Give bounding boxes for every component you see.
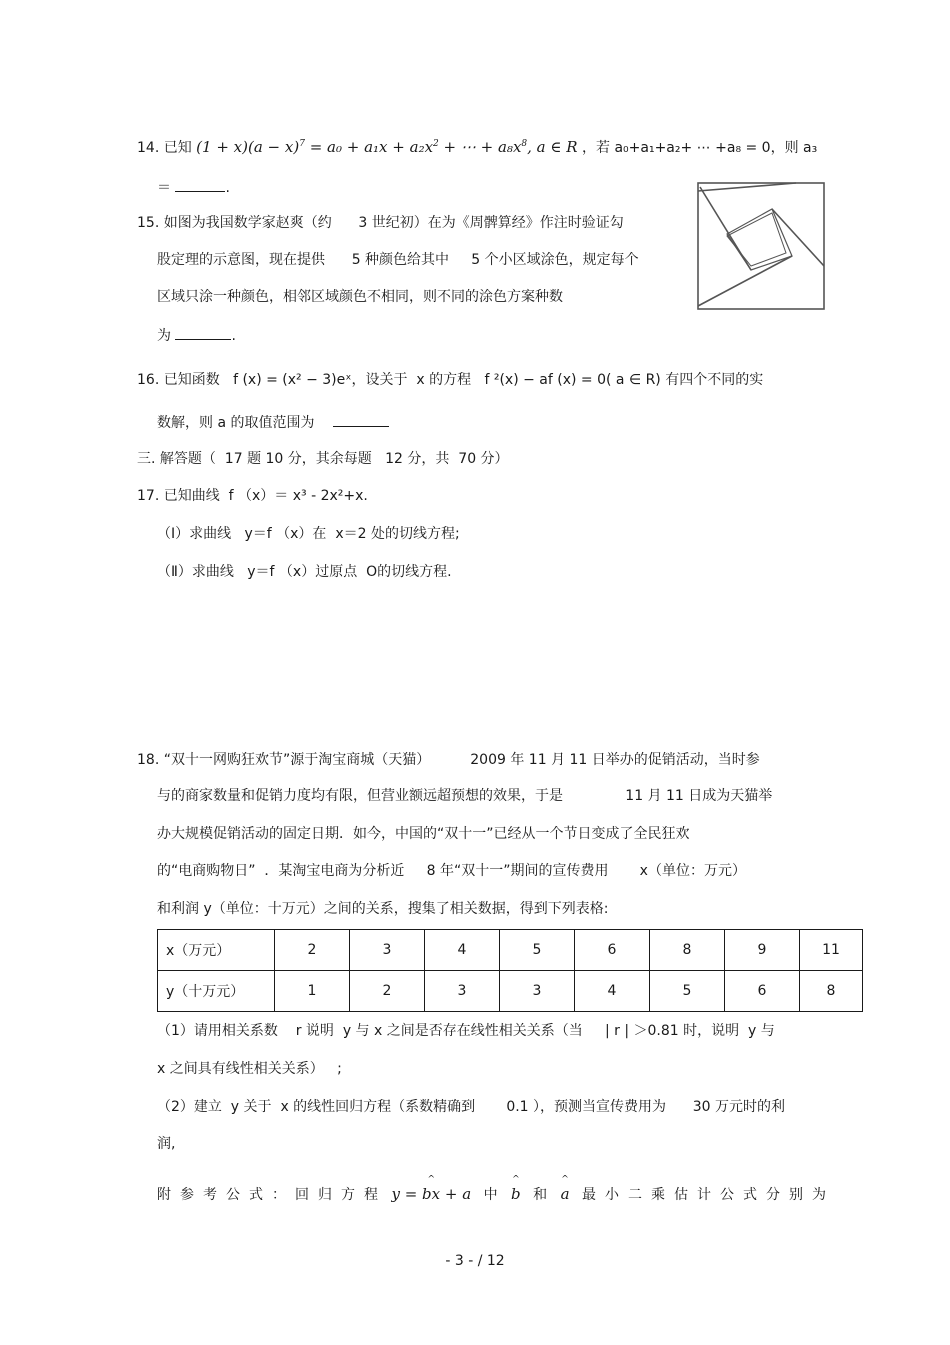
q18-line5 [157, 899, 608, 919]
q18-ref-a: ^ a [561, 1184, 570, 1204]
table-cell: 8 [650, 930, 725, 971]
q15-text1: 如图为我国数学家赵爽（约 3 世纪初）在为《周髀算经》作注时验证勾 [163, 215, 624, 231]
q17-number: 17. [137, 488, 160, 504]
q18-line4 [157, 861, 746, 881]
q17-text1: 已知曲线 f （x）＝ x³ - 2x²+x. [163, 488, 368, 504]
q18-text3: 办大规模促销活动的固定日期．如今，中国的“双十一”已经从一个节日变成了全民狂欢 [157, 826, 690, 842]
q18-ref-tail: 最小二乘估计公式分别为 [581, 1187, 835, 1203]
q15-text2: 股定理的示意图，现在提供 5 种颜色给其中 5 个小区域涂色，规定每个 [157, 252, 639, 268]
q15-line4 [157, 325, 236, 346]
q15-answer-blank[interactable] [175, 325, 231, 340]
section3-heading [137, 449, 509, 469]
table-row-y [158, 971, 863, 1012]
data-table [157, 929, 863, 1012]
q16-text1: 已知函数 f (x) = (x² − 3)eˣ，设关于 x 的方程 f ²(x) − af (x) = 0( a ∈ R) 有四个不同的实 [163, 372, 764, 388]
q14-number: 14. [137, 140, 160, 156]
q18-sub2-line2 [157, 1134, 175, 1154]
q15-line2 [157, 250, 639, 270]
q17-line1 [137, 486, 368, 506]
q18-ref-mid2: 和 [533, 1187, 557, 1203]
q14-condition: ，若 a₀+a₁+a₂+ ⋯ +a₈ = 0，则 a₃ [582, 140, 818, 156]
q14-line1 [137, 137, 817, 158]
q15-number: 15. [137, 215, 160, 231]
q18-sub2-text1: （2）建立 y 关于 x 的线性回归方程（系数精确到 0.1 ），预测当宣传费用为 30 万元时的利 [157, 1099, 786, 1115]
table-cell: 3 [350, 930, 425, 971]
table-cell: 11 [800, 930, 863, 971]
zhao-shuang-diagram [697, 182, 825, 310]
table-cell: 2 [275, 930, 350, 971]
table-cell: 6 [725, 971, 800, 1012]
table-cell: 5 [500, 930, 575, 971]
q17-part2-text: （Ⅱ）求曲线 y＝f （x）过原点 O的切线方程. [157, 564, 452, 580]
q18-reference-line [157, 1184, 835, 1205]
q17-part1 [157, 524, 460, 544]
q18-ref-lead: 附参考公式：回归方程 [157, 1187, 387, 1203]
q18-line2 [157, 786, 772, 806]
q18-line3 [157, 824, 690, 844]
table-cell: 5 [650, 971, 725, 1012]
q14-formula: $(1 + x)(a - x)^7 = a_0 + a_1x + a_2x^2$ + ⋯ + $a_8x^8$, a ∈ R [196, 138, 578, 156]
q18-number: 18. [137, 752, 160, 768]
q14-period: . [225, 180, 230, 196]
q18-sub1-text1: （1）请用相关系数 r 说明 y 与 x 之间是否存在线性相关关系（当 | r | ＞0.81 时，说明 y 与 [157, 1023, 775, 1039]
q18-text1: “双十一网购狂欢节”源于淘宝商城（天猫） 2009 年 11 月 11 日举办的促销活动，当时参 [163, 752, 760, 768]
q18-sub2-text2: 润, [157, 1136, 176, 1152]
table-cell: 8 [800, 971, 863, 1012]
table-cell: 6 [575, 930, 650, 971]
table-cell: 9 [725, 930, 800, 971]
q18-line1 [137, 750, 760, 770]
table-cell: 2 [350, 971, 425, 1012]
q15-period: . [231, 328, 236, 344]
q18-sub1-line2 [157, 1059, 342, 1079]
q16-text2: 数解，则 a 的取值范围为 [157, 415, 315, 431]
table-cell: 4 [425, 930, 500, 971]
q18-text4: 的“电商购物日” ．某淘宝电商为分析近 8 年“双十一”期间的宣传费用 x（单位：万元） [157, 863, 746, 879]
table-cell: 3 [500, 971, 575, 1012]
q14-lead: 已知 [163, 140, 192, 156]
table-cell: 3 [425, 971, 500, 1012]
q14-answer-blank[interactable] [175, 177, 225, 192]
q16-number: 16. [137, 372, 160, 388]
q18-ref-mid1: 中 [483, 1187, 507, 1203]
triangle-edge-right [772, 209, 824, 266]
q17-part2 [157, 562, 452, 582]
triangle-edge-top [698, 183, 796, 191]
q15-text3: 区域只涂一种颜色，相邻区域颜色不相同，则不同的涂色方案种数 [157, 289, 563, 305]
q18-ref-formula: ^ y = bx + a [391, 1184, 471, 1204]
q18-sub1-text2: x 之间具有线性相关关系） ; [157, 1061, 342, 1077]
q16-line1 [137, 370, 763, 390]
q18-text5: 和利润 y（单位：十万元）之间的关系，搜集了相关数据，得到下列表格: [157, 901, 609, 917]
page-number: - 3 - / 12 [445, 1253, 505, 1269]
q16-answer-blank[interactable] [333, 412, 389, 427]
q18-sub2-line1 [157, 1097, 785, 1117]
q17-part1-text: （Ⅰ）求曲线 y＝f （x）在 x＝2 处的切线方程; [157, 526, 460, 542]
q18-ref-b: ^ b [511, 1184, 521, 1204]
q14-line2 [157, 177, 230, 198]
q18-sub1-line1 [157, 1021, 775, 1041]
q14-equals: ＝ [157, 180, 171, 196]
triangle-edge-bottom [698, 256, 792, 306]
table-cell: 1 [275, 971, 350, 1012]
q18-text2: 与的商家数量和促销力度均有限，但营业额远超预想的效果，于是 11 月 11 日成为天猫举 [157, 788, 773, 804]
section3-text: 三. 解答题（ 17 题 10 分，其余每题 12 分，共 70 分） [137, 451, 509, 467]
table-row-label: x（万元） [158, 930, 275, 971]
q15-line1 [137, 213, 624, 233]
table-cell: 4 [575, 971, 650, 1012]
table-row-x [158, 930, 863, 971]
q15-text4: 为 [157, 328, 171, 344]
q16-line2 [157, 412, 389, 433]
table-row-label: y（十万元） [158, 971, 275, 1012]
q15-line3 [157, 287, 563, 307]
